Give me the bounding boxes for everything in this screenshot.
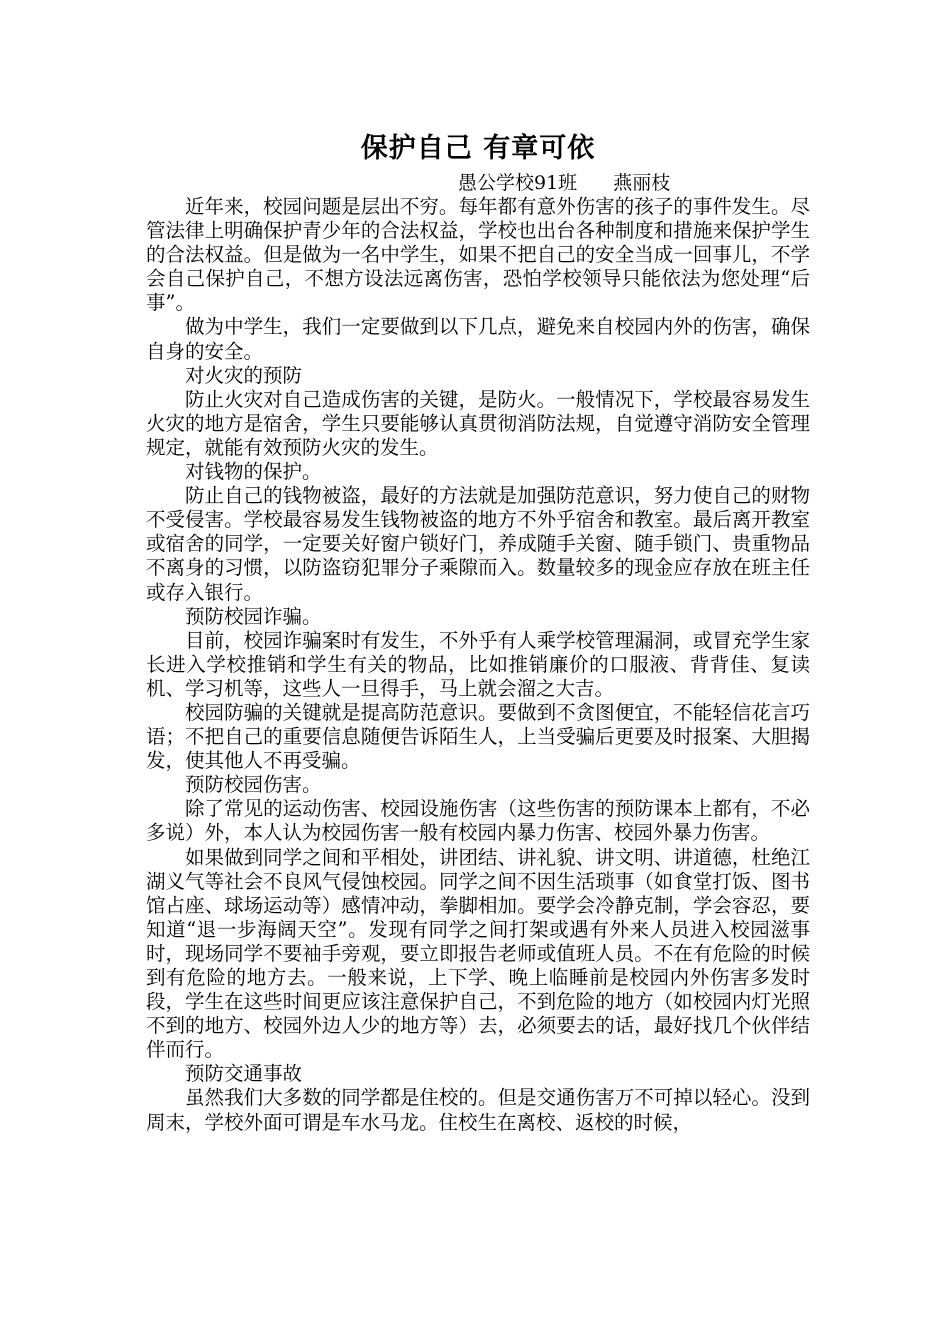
paragraph-points: 做为中学生，我们一定要做到以下几点，避免来自校园内外的伤害，确保自身的安全。 xyxy=(146,315,810,363)
section-heading-fraud: 预防校园诈骗。 xyxy=(185,604,322,628)
paragraph-fraud-2: 校园防骗的关键就是提高防范意识。要做到不贪图便宜，不能轻信花言巧语；不把自己的重要信息随便告诉陌生人，上当受骗后更要及时报案、大胆揭发，使其他人不再受骗。 xyxy=(146,700,810,773)
section-heading-property: 对钱物的保护。 xyxy=(185,460,322,484)
paragraph-fire: 防止火灾对自己造成伤害的关键，是防火。一般情况下，学校最容易发生火灾的地方是宿舍，学生只要能够认真贯彻消防法规，自觉遵守消防安全管理规定，就能有效预防火灾的发生。 xyxy=(146,387,810,459)
paragraph-injury-1: 除了常见的运动伤害、校园设施伤害（这些伤害的预防课本上都有，不必多说）外，本人认为校园伤害一般有校园内暴力伤害、校园外暴力伤害。 xyxy=(146,797,810,845)
paragraph-intro: 近年来，校园问题是层出不穷。每年都有意外伤害的孩子的事件发生。尽管法律上明确保护青少年的合法权益，学校也出台各种制度和措施来保护学生的合法权益。但是做为一名中学生，如果不把自己的安全当成一回事儿，不学会自己保护自己，不想方设法远离伤害，恐怕学校领导只能依法为您处理“后事”。 xyxy=(146,195,810,315)
paragraph-injury-2: 如果做到同学之间和平相处，讲团结、讲礼貌、讲文明、讲道德，杜绝江湖义气等社会不良风气侵蚀校园。同学之间不因生活琐事（如食堂打饭、图书馆占座、球场运动等）感情冲动，拳脚相加。要学会冷静克制，学会容忍，要知道“退一步海阔天空”。发现有同学之间打架或遇有外来人员进入校园滋事时，现场同学不要袖手旁观，要立即报告老师或值班人员。不在有危险的时候到有危险的地方去。一般来说，上下学、晚上临睡前是校园内外伤害多发时段，学生在这些时间更应该注意保护自己，不到危险的地方（如校园内灯光照不到的地方、校园外边人少的地方等）去，必须要去的话，最好找几个伙伴结伴而行。 xyxy=(146,845,810,1062)
section-heading-fire: 对火灾的预防 xyxy=(185,363,303,387)
document-body xyxy=(146,195,810,1135)
school-class: 愚公学校91班 xyxy=(458,172,578,194)
paragraph-fraud-1: 目前，校园诈骗案时有发生，不外乎有人乘学校管理漏洞，或冒充学生家长进入学校推销和学生有关的物品，比如推销廉价的口服液、背背佳、复读机、学习机等，这些人一旦得手，马上就会溜之大吉。 xyxy=(146,628,810,700)
author-name: 燕丽枝 xyxy=(613,172,671,194)
section-heading-traffic: 预防交通事故 xyxy=(185,1062,303,1086)
document-title: 保护自己 有章可依 xyxy=(360,133,596,164)
section-heading-injury: 预防校园伤害。 xyxy=(185,773,322,797)
paragraph-property: 防止自己的钱物被盗，最好的方法就是加强防范意识，努力使自己的财物不受侵害。学校最容易发生钱物被盗的地方不外乎宿舍和教室。最后离开教室或宿舍的同学，一定要关好窗户锁好门，养成随手关窗、随手锁门、贵重物品不离身的习惯，以防盗窃犯罪分子乘隙而入。数量较多的现金应存放在班主任或存入银行。 xyxy=(146,484,810,604)
document-page xyxy=(146,131,810,1135)
byline xyxy=(146,171,810,195)
paragraph-traffic: 虽然我们大多数的同学都是住校的。但是交通伤害万不可掉以轻心。没到周末，学校外面可谓是车水马龙。住校生在离校、返校的时候， xyxy=(146,1086,810,1134)
